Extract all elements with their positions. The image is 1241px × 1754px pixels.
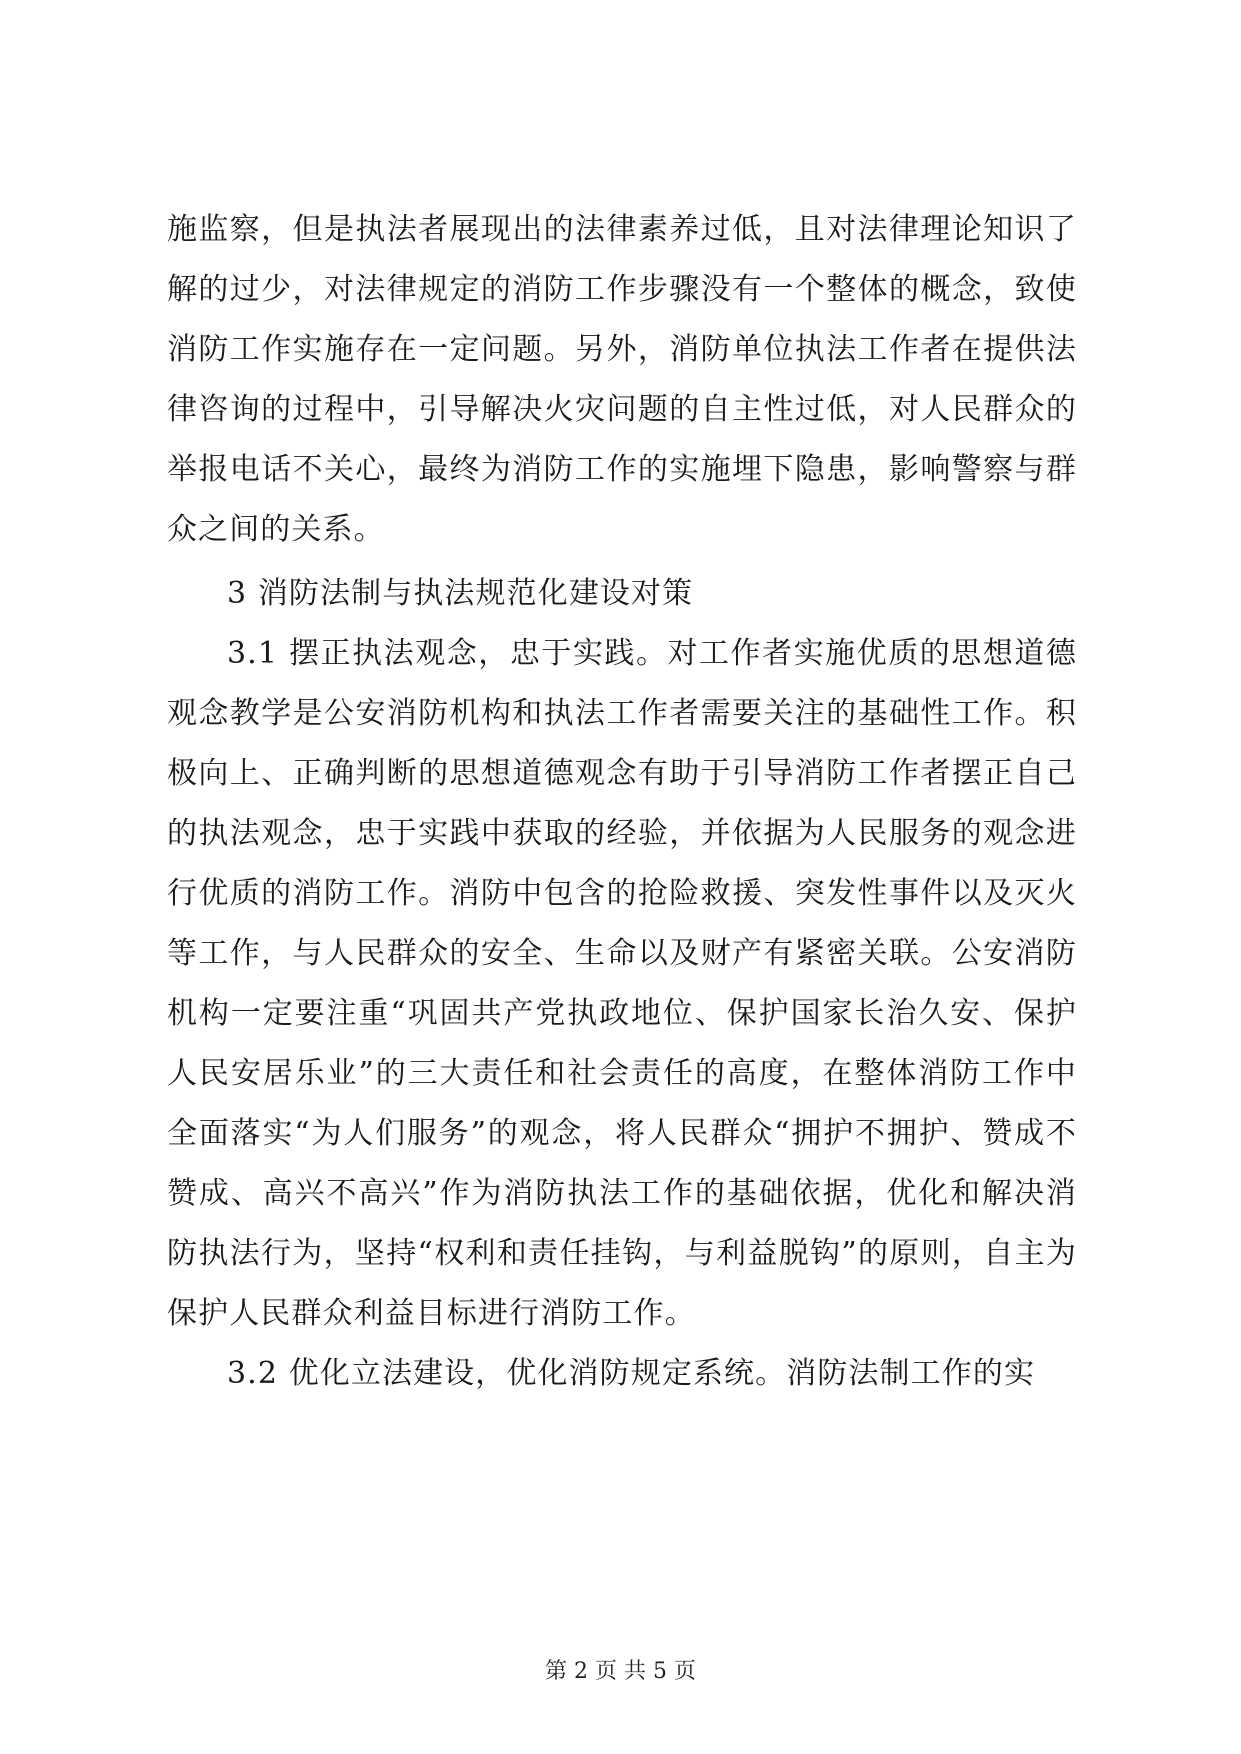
page-footer: 第 2 页 共 5 页 <box>545 1659 696 1684</box>
paragraph-3-2: 3.2 优化立法建设，优化消防规定系统。消防法制工作的实 <box>227 1356 1036 1391</box>
document-body <box>167 200 1077 1404</box>
paragraph-continuation: 施监察，但是执法者展现出的法律素养过低，且对法律理论知识了解的过少，对法律规定的消防工作步骤没有一个整体的概念，致使消防工作实施存在一定问题。另外，消防单位执法工作者在提供法律咨询的过程中，引导解决火灾问题的自主性过低，对人民群众的举报电话不关心，最终为消防工作的实施埋下隐患，影响警察与群众之间的关系。 <box>167 212 1077 547</box>
paragraph-3-1: 3.1 摆正执法观念，忠于实践。对工作者实施优质的思想道德观念教学是公安消防机构和执法工作者需要关注的基础性工作。积极向上、正确判断的思想道德观念有助于引导消防工作者摆正自己的执法观念，忠于实践中获取的经验，并依据为人民服务的观念进行优质的消防工作。消防中包含的抢险救援、突发性事件以及灭火等工作，与人民群众的安全、生命以及财产有紧密关联。公安消防机构一定要注重“巩固共产党执政地位、保护国家长治久安、保护人民安居乐业”的三大责任和社会责任的高度，在整体消防工作中全面落实“为人们服务”的观念，将人民群众“拥护不拥护、赞成不赞成、高兴不高兴”作为消防执法工作的基础依据，优化和解决消防执法行为，坚持“权利和责任挂钩，与利益脱钩”的原则，自主为保护人民群众利益目标进行消防工作。 <box>167 636 1077 1331</box>
section-heading: 3 消防法制与执法规范化建设对策 <box>227 576 694 611</box>
